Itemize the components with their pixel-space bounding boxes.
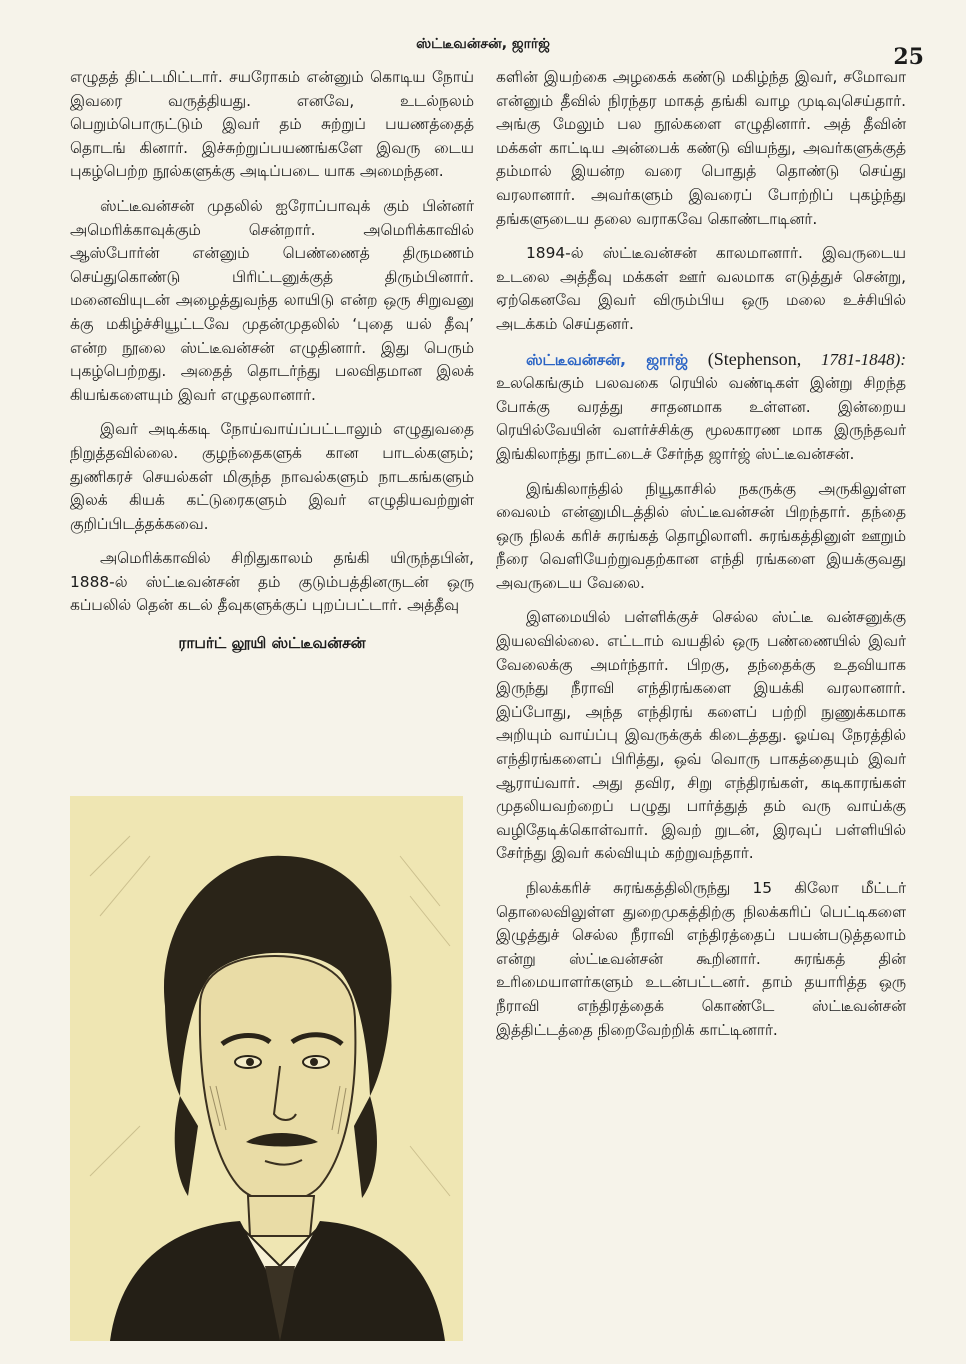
paragraph: நிலக்கரிச் சுரங்கத்திலிருந்து 15 கிலோ மீட்டர் தொலைவிலுள்ள துறைமுகத்திற்கு நிலக்கரிப் பெட்டிகளை இழுத்துச் செல்ல நீராவி எந்திரத்தைப் பயன்படுத்தலாம் என்று ஸ்ட்டீவன்சன் கூறினார். சுரங்கத் தின் உரிமையாளர்களும் உடன்பட்டனர். தாம் தயாரித்த ஒரு நீராவி எந்திரத்தைக் கொண்டே ஸ்ட்டீவன்சன் இத்திட்டத்தை நிறைவேற்றிக் காட்டினார். bbox=[496, 879, 906, 1039]
entry-latin-name: (Stephenson, bbox=[707, 348, 802, 369]
encyclopedia-entry-paragraph bbox=[496, 348, 906, 467]
entry-dates: 1781-1848): bbox=[821, 349, 906, 369]
entry-text: உலகெங்கும் பலவகை ரெயில் வண்டிகள் இன்று சிறந்த போக்கு வரத்து சாதனமாக உள்ளன. இன்றைய ரெயில்வேயின் வளர்ச்சிக்கு மூலகாரண மாக இருந்தவர் இங்கிலாந்து நாட்டைச் சேர்ந்த ஜார்ஜ் ஸ்ட்டீவன்சன். bbox=[496, 374, 906, 463]
right-column bbox=[496, 66, 906, 1053]
portrait-drawing bbox=[70, 796, 463, 1341]
paragraph: இங்கிலாந்தில் நியூகாசில் நகருக்கு அருகிலுள்ள வைலம் என்னுமிடத்தில் ஸ்ட்டீவன்சன் பிறந்தார். தந்தை ஒரு நிலக் கரிச் சுரங்கத் தொழிலாளி. சுரங்கத்தினுள் ஊறும் நீரை வெளியேற்றுவதற்கான எந்தி ரங்களை இயக்குவது அவருடைய வேலை. bbox=[496, 479, 906, 592]
paragraph: எழுதத் திட்டமிட்டார். சயரோகம் என்னும் கொடிய நோய் இவரை வருத்தியது. எனவே, உடல்நலம் பெறும்பொருட்டும் இவர் தம் சுற்றுப் பயணத்தைத் தொடங் கினார். இச்சுற்றுப்பயணங்களே இவரு டைய புகழ்பெற்ற நூல்களுக்கு அடிப்படை யாக அமைந்தன. bbox=[70, 68, 474, 181]
paragraph: இவர் அடிக்கடி நோய்வாய்ப்பட்டாலும் எழுதுவதை நிறுத்தவில்லை. குழந்தைகளுக் கான பாடல்களும்; துணிகரச் செயல்கள் மிகுந்த நாவல்களும் நாடகங்களும் இலக் கியக் கட்டுரைகளும் இவர் எழுதியவற்றுள் குறிப்பிடத்தக்கவை. bbox=[70, 420, 474, 533]
portrait-caption: ராபர்ட் லூயி ஸ்ட்டீவன்சன் bbox=[178, 634, 366, 653]
page-number: 25 bbox=[893, 44, 924, 70]
entry-title: ஸ்ட்டீவன்சன், ஜார்ஜ் bbox=[526, 350, 688, 369]
paragraph: 1894-ல் ஸ்ட்டீவன்சன் காலமானார். இவருடைய உடலை அத்தீவு மக்கள் ஊர் வலமாக எடுத்துச் சென்று, ஏற்கெனவே இவர் விரும்பிய ஒரு மலை உச்சியில் அடக்கம் செய்தனர். bbox=[496, 244, 906, 333]
paragraph: களின் இயற்கை அழகைக் கண்டு மகிழ்ந்த இவர், சமோவா என்னும் தீவில் நிரந்தர மாகத் தங்கி வாழ முடிவுசெய்தார். அங்கு மேலும் பல நூல்களை எழுதினார். அத் தீவின் மக்கள் காட்டிய அன்பைக் கண்டு வியந்து, அவர்களுக்குத் தம்மால் இயன்ற வரை பொதுத் தொண்டு செய்து வரலானார். அவர்களும் இவரைப் போற்றிப் புகழ்ந்து தங்களுடைய தலை வராகவே கொண்டாடினர். bbox=[496, 68, 906, 228]
paragraph: அமெரிக்காவில் சிறிதுகாலம் தங்கி யிருந்தபின், 1888-ல் ஸ்ட்டீவன்சன் தம் குடும்பத்தினருடன் ஒரு கப்பலில் தென் கடல் தீவுகளுக்குப் புறப்பட்டார். அத்தீவு bbox=[70, 549, 474, 615]
portrait-illustration bbox=[70, 796, 463, 1341]
paragraph: இளமையில் பள்ளிக்குச் செல்ல ஸ்ட்டீ வன்சனுக்கு இயலவில்லை. எட்டாம் வயதில் ஒரு பண்ணையில் இவர் வேலைக்கு அமர்ந்தார். பிறகு, தந்தைக்கு உதவியாக இருந்து நீராவி எந்திரங்களை இயக்கி வரலானார். இப்போது, அந்த எந்திரங் களைப் பற்றி நுணுக்கமாக அறியும் வாய்ப்பு இவருக்குக் கிடைத்தது. ஓய்வு நேரத்தில் எந்திரங்களைப் பிரித்து, ஒவ் வொரு பாகத்தையும் இவர் ஆராய்வார். அது தவிர, சிறு எந்திரங்கள், கடிகாரங்கள் முதலியவற்றைப் பழுது பார்த்துத் தம் வரு வாய்க்கு வழிதேடிக்கொள்வார். இவற் றுடன், இரவுப் பள்ளியில் சேர்ந்து இவர் கல்வியும் கற்றுவந்தார். bbox=[496, 608, 906, 863]
paragraph: ஸ்ட்டீவன்சன் முதலில் ஐரோப்பாவுக் கும் பின்னர் அமெரிக்காவுக்கும் சென்றார். அமெரிக்காவில் ஆஸ்போர்ன் என்னும் பெண்ணைத் திருமணம் செய்துகொண்டு பிரிட்டனுக்குத் திரும்பினார். மனைவியுடன் அழைத்துவந்த லாயிடு என்ற ஒரு சிறுவனு க்கு மகிழ்ச்சியூட்டவே முதன்முதலில் ‘புதை யல் தீவு’ என்ற நூலை ஸ்ட்டீவன்சன் எழுதினார். இது பெரும் புகழ்பெற்றது. அதைத் தொடர்ந்து பலவிதமான இலக் கியங்களையும் இவர் எழுதலானார். bbox=[70, 196, 474, 404]
left-column bbox=[70, 66, 474, 656]
running-title: ஸ்ட்டீவன்சன், ஜார்ஜ் bbox=[416, 36, 550, 52]
